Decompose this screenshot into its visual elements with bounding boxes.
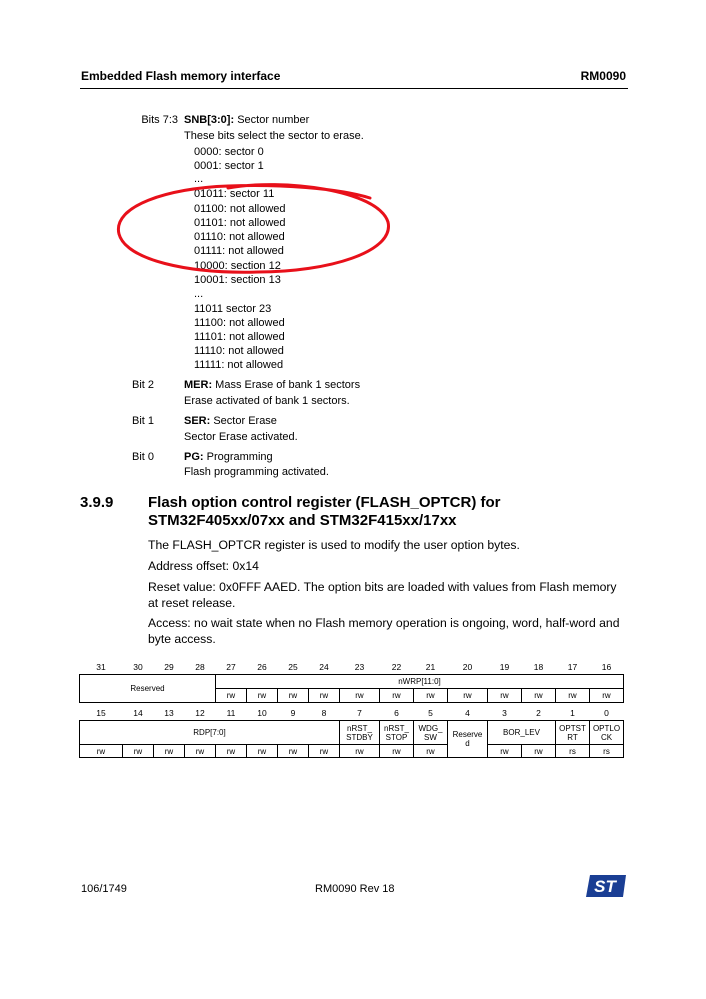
paragraph-address: Address offset: 0x14 — [148, 559, 259, 573]
register-lower — [79, 706, 624, 758]
section-title — [148, 494, 501, 530]
snb-value: 0001: sector 1 — [194, 160, 264, 172]
access-cell: rs — [590, 745, 624, 758]
field-bor-lev: BOR_LEV — [488, 721, 556, 745]
bit-number: 3 — [502, 708, 507, 718]
access-cell: rw — [216, 745, 247, 758]
access-cell: rw — [488, 745, 522, 758]
access-cell: rw — [154, 745, 185, 758]
access-cell: rw — [380, 745, 414, 758]
snb-value: ... — [194, 288, 204, 300]
bit-number: 5 — [428, 708, 433, 718]
access-cell: rw — [309, 689, 340, 703]
access-cell: rw — [448, 689, 488, 703]
access-cell: rw — [488, 689, 522, 703]
bit-number: 15 — [96, 708, 106, 718]
snb-value: 11110: not allowed — [194, 345, 284, 357]
field-label-line: d — [465, 739, 470, 748]
snb-intro: These bits select the sector to erase. — [184, 130, 364, 142]
field-label-line: nRST_ — [384, 723, 409, 733]
access-cell: rw — [123, 745, 154, 758]
snb-bit-range: Bits 7:3 — [141, 114, 178, 126]
access-cell: rw — [309, 745, 340, 758]
bit-number: 13 — [164, 708, 174, 718]
bit-number: 23 — [354, 662, 365, 672]
bit-number: 2 — [536, 708, 541, 718]
access-cell: rw — [80, 745, 123, 758]
snb-value: 11101: not allowed — [194, 331, 285, 343]
footer-page-number: 106/1749 — [81, 883, 127, 895]
bit-number: 10 — [257, 708, 267, 718]
bit-number: 1 — [570, 708, 575, 718]
bit-number: 17 — [567, 662, 578, 672]
bit-number: 26 — [257, 662, 267, 672]
section-number: 3.9.9 — [80, 494, 114, 511]
snb-value: 0000: sector 0 — [194, 146, 264, 158]
ser-bit: Bit 1 — [131, 415, 154, 427]
field-label-line: nRST_ — [347, 723, 372, 733]
bit-number: 9 — [290, 708, 296, 718]
snb-value: 01011: sector 11 — [194, 188, 275, 200]
snb-name: SNB[3:0]: — [184, 114, 235, 126]
bit-number: 22 — [391, 662, 402, 672]
access-cell: rw — [590, 689, 624, 703]
bit-number: 14 — [133, 708, 143, 718]
access-cell: rs — [556, 745, 590, 758]
bit-number: 25 — [288, 662, 298, 672]
bit-number: 31 — [96, 662, 106, 672]
ser-field — [184, 415, 277, 427]
bit-number: 28 — [195, 662, 205, 672]
mer-name: MER: — [184, 379, 213, 391]
bit-number: 11 — [226, 708, 236, 718]
pg-detail: Flash programming activated. — [184, 466, 329, 478]
mer-bit: Bit 2 — [131, 379, 154, 391]
ser-name: SER: — [184, 415, 211, 427]
footer-doc-revision: RM0090 Rev 18 — [315, 883, 395, 895]
field-rdp: RDP[7:0] — [80, 721, 340, 745]
mer-detail: Erase activated of bank 1 sectors. — [184, 395, 350, 407]
bit-number: 16 — [601, 662, 612, 672]
st-logo-icon — [586, 875, 626, 897]
bit-number: 27 — [226, 662, 236, 672]
register-upper — [79, 660, 624, 703]
paragraph-reset: Reset value: 0x0FFF AAED. The option bits are loaded with values from Flash memory at reset release. — [148, 580, 617, 610]
field-label-line: CK — [600, 732, 613, 742]
access-cell: rw — [185, 745, 216, 758]
section-title-line: STM32F405xx/07xx and STM32F415xx/17xx — [148, 512, 457, 529]
bit-number: 30 — [133, 662, 143, 672]
field-label-line: STOP — [385, 732, 408, 742]
access-cell: rw — [522, 689, 556, 703]
field-nrst-stop — [380, 721, 414, 745]
access-cell: rw — [340, 745, 380, 758]
snb-value: 10000: section 12 — [194, 260, 281, 272]
access-cell: rw — [247, 689, 278, 703]
snb-value: 01111: not allowed — [194, 245, 284, 257]
bit-number: 24 — [319, 662, 329, 672]
access-cell: rw — [278, 745, 309, 758]
field-label-line: RT — [567, 732, 578, 742]
header-doc-id: RM0090 — [580, 69, 626, 83]
field-label-line: SW — [424, 732, 437, 742]
snb-value: 01101: not allowed — [194, 217, 286, 229]
snb-value: 11011 sector 23 — [194, 303, 272, 315]
mer-field — [184, 379, 360, 391]
field-reserved: Reserved — [80, 675, 216, 703]
field-optlock — [590, 721, 624, 745]
access-cell: rw — [247, 745, 278, 758]
pg-name: PG: — [184, 451, 204, 463]
paragraph-intro: The FLASH_OPTCR register is used to modify the user option bytes. — [148, 538, 520, 552]
access-cell: rw — [216, 689, 247, 703]
field-nwrp: nWRP[11:0] — [216, 675, 624, 689]
header-divider — [80, 88, 628, 89]
snb-value: 01100: not allowed — [194, 203, 286, 215]
pg-bit: Bit 0 — [131, 451, 154, 463]
field-label-line: OPTST — [559, 723, 586, 733]
field-reserved-bit4 — [448, 721, 488, 758]
section-title-line: Flash option control register (FLASH_OPTCR) for — [148, 494, 501, 511]
snb-value: 01110: not allowed — [194, 231, 285, 243]
snb-field — [184, 114, 309, 126]
bit-number: 6 — [394, 708, 399, 718]
field-label-line: Reserve — [452, 730, 483, 739]
snb-value: 10001: section 13 — [194, 274, 281, 286]
snb-value: ... — [194, 173, 204, 185]
bit-number: 20 — [462, 662, 473, 672]
access-cell: rw — [556, 689, 590, 703]
bit-number: 21 — [425, 662, 436, 672]
access-cell: rw — [340, 689, 380, 703]
pg-field — [184, 451, 273, 463]
field-label-line: STDBY — [346, 732, 373, 742]
field-optstrt — [556, 721, 590, 745]
snb-value: 11100: not allowed — [194, 317, 285, 329]
snb-desc: Sector number — [237, 114, 310, 126]
pg-desc: Programming — [206, 451, 273, 463]
red-ellipse-annotation — [108, 176, 398, 286]
mer-desc: Mass Erase of bank 1 sectors — [215, 379, 361, 391]
bit-number: 0 — [604, 708, 609, 718]
field-nrst-stdby — [340, 721, 380, 745]
access-cell: rw — [278, 689, 309, 703]
snb-value: 11111: not allowed — [194, 359, 284, 371]
ser-desc: Sector Erase — [213, 415, 277, 427]
access-cell: rw — [414, 689, 448, 703]
access-cell: rw — [414, 745, 448, 758]
access-cell: rw — [522, 745, 556, 758]
bit-number: 18 — [533, 662, 544, 672]
bit-number: 4 — [465, 708, 470, 718]
bit-number: 12 — [195, 708, 205, 718]
access-cell: rw — [380, 689, 414, 703]
ser-detail: Sector Erase activated. — [184, 431, 298, 443]
field-wdg-sw — [414, 721, 448, 745]
field-label-line: WDG_ — [418, 723, 443, 733]
header-section-title: Embedded Flash memory interface — [81, 69, 281, 83]
bit-number: 29 — [164, 662, 174, 672]
paragraph-access: Access: no wait state when no Flash memory operation is ongoing, word, half-word and byte access. — [148, 616, 620, 646]
svg-text:ST: ST — [594, 877, 616, 896]
bit-number: 8 — [321, 708, 327, 718]
bit-number: 19 — [499, 662, 510, 672]
bit-number: 7 — [357, 708, 362, 718]
field-label-line: OPTLO — [592, 723, 621, 733]
